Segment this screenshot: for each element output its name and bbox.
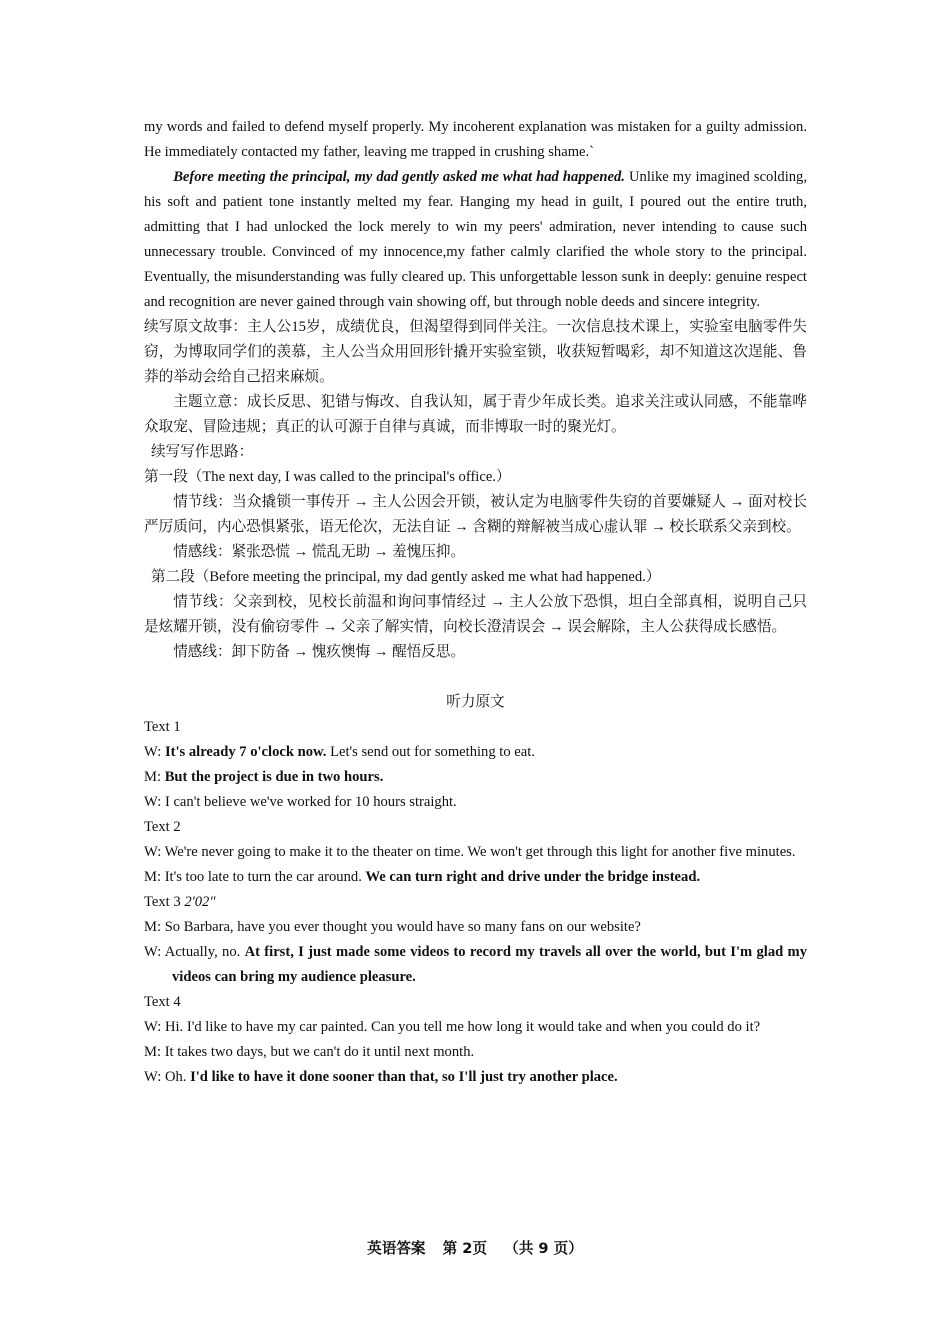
paragraph-2-emotion: 情感线：卸下防备 → 愧疚懊悔 → 醒悟反思。 <box>173 644 466 660</box>
footer-page-number: 第 2页 <box>442 1240 488 1257</box>
dialogue-line: W: Oh. I'd like to have it done sooner than that, so I'll just try another place. <box>144 1069 618 1085</box>
essay-paragraph-2-lead: Before meeting the principal, my dad gently asked me what had happened. <box>173 169 625 185</box>
dialogue-line: M: It's too late to turn the car around. We can turn right and drive under the bridge instead. <box>144 869 701 885</box>
paragraph-2-heading: 第二段（Before meeting the principal, my dad gently asked me what had happened.） <box>151 569 661 585</box>
text-3-timestamp: 2'02" <box>184 894 216 910</box>
page-footer <box>0 1237 950 1258</box>
paragraph-1-heading: 第一段（The next day, I was called to the principal's office.） <box>144 469 511 485</box>
dialogue-line: W: I can't believe we've worked for 10 hours straight. <box>144 794 457 810</box>
dialogue-line: W: We're never going to make it to the theater on time. We won't get through this light for another five minutes. <box>144 844 796 860</box>
dialogue-line: W: It's already 7 o'clock now. Let's send out for something to eat. <box>144 744 535 760</box>
text-3-label: Text 3 2'02" <box>144 894 216 910</box>
analysis-theme: 主题立意：成长反思、犯错与悔改、自我认知，属于青少年成长类。追求关注或认同感，不能靠哗众取宠、冒险违规；真正的认可源于自律与真诚，而非博取一时的聚光灯。 <box>144 394 807 435</box>
analysis-story: 续写原文故事：主人公15岁，成绩优良，但渴望得到同伴关注。一次信息技术课上，实验室电脑零件失窃，为博取同学们的羡慕，主人公当众用回形针撬开实验室锁，收获短暂喝彩，却不知道这次逞能、鲁莽的举动会给自己招来麻烦。 <box>144 319 807 385</box>
essay-paragraph-2-body: Unlike my imagined scolding, his soft and patient tone instantly melted my fear. Hanging my head in guilt, I poured out the entire truth, admitting that I had unlocked the lock merely to win my peers' admiration, never intending to cause such unnecessary trouble. Convinced of my innocence,my father calmly clarified the whole story to the principal. Eventually, the misunderstanding was fully cleared up. This unforgettable lesson sunk in deeply: genuine respect and recognition are never gained through vain showing off, but through noble deeds and sincere integrity. <box>144 169 807 310</box>
text-1-label: Text 1 <box>144 719 181 735</box>
paragraph-1-plot: 情节线：当众撬锁一事传开 → 主人公因会开锁，被认定为电脑零件失窃的首要嫌疑人 → 面对校长严厉质问，内心恐惧紧张，语无伦次，无法自证 → 含糊的辩解被当成心虚认罪 → 校长联系父亲到校。 <box>144 494 807 535</box>
footer-total-pages: （共 9 页） <box>504 1240 583 1257</box>
dialogue-line: M: It takes two days, but we can't do it until next month. <box>144 1044 475 1060</box>
dialogue-line: W: Hi. I'd like to have my car painted. Can you tell me how long it would take and when you could do it? <box>144 1019 761 1035</box>
text-4-label: Text 4 <box>144 994 181 1010</box>
essay-paragraph-1: my words and failed to defend myself properly. My incoherent explanation was mistaken for a guilty admission. He immediately contacted my father, leaving me trapped in crushing shame.` <box>144 119 807 160</box>
dialogue-line: M: But the project is due in two hours. <box>144 769 384 785</box>
paragraph-1-emotion: 情感线：紧张恐慌 → 慌乱无助 → 羞愧压抑。 <box>173 544 466 560</box>
essay-paragraph-2 <box>144 165 807 315</box>
footer-subject: 英语答案 <box>367 1240 426 1257</box>
analysis-approach: 续写写作思路： <box>151 444 254 460</box>
text-2-label: Text 2 <box>144 819 181 835</box>
dialogue-line: W: Actually, no. At first, I just made some videos to record my travels all over the world, but I'm glad my videos can bring my audience pleasure. <box>144 944 807 985</box>
listening-title: 听力原文 <box>446 694 505 710</box>
paragraph-2-plot: 情节线：父亲到校，见校长前温和询问事情经过 → 主人公放下恐惧，坦白全部真相，说明自己只是炫耀开锁，没有偷窃零件 → 父亲了解实情，向校长澄清误会 → 误会解除，主人公获得成长感悟。 <box>144 594 807 635</box>
dialogue-line: M: So Barbara, have you ever thought you would have so many fans on our website? <box>144 919 641 935</box>
page-content <box>144 115 807 1090</box>
